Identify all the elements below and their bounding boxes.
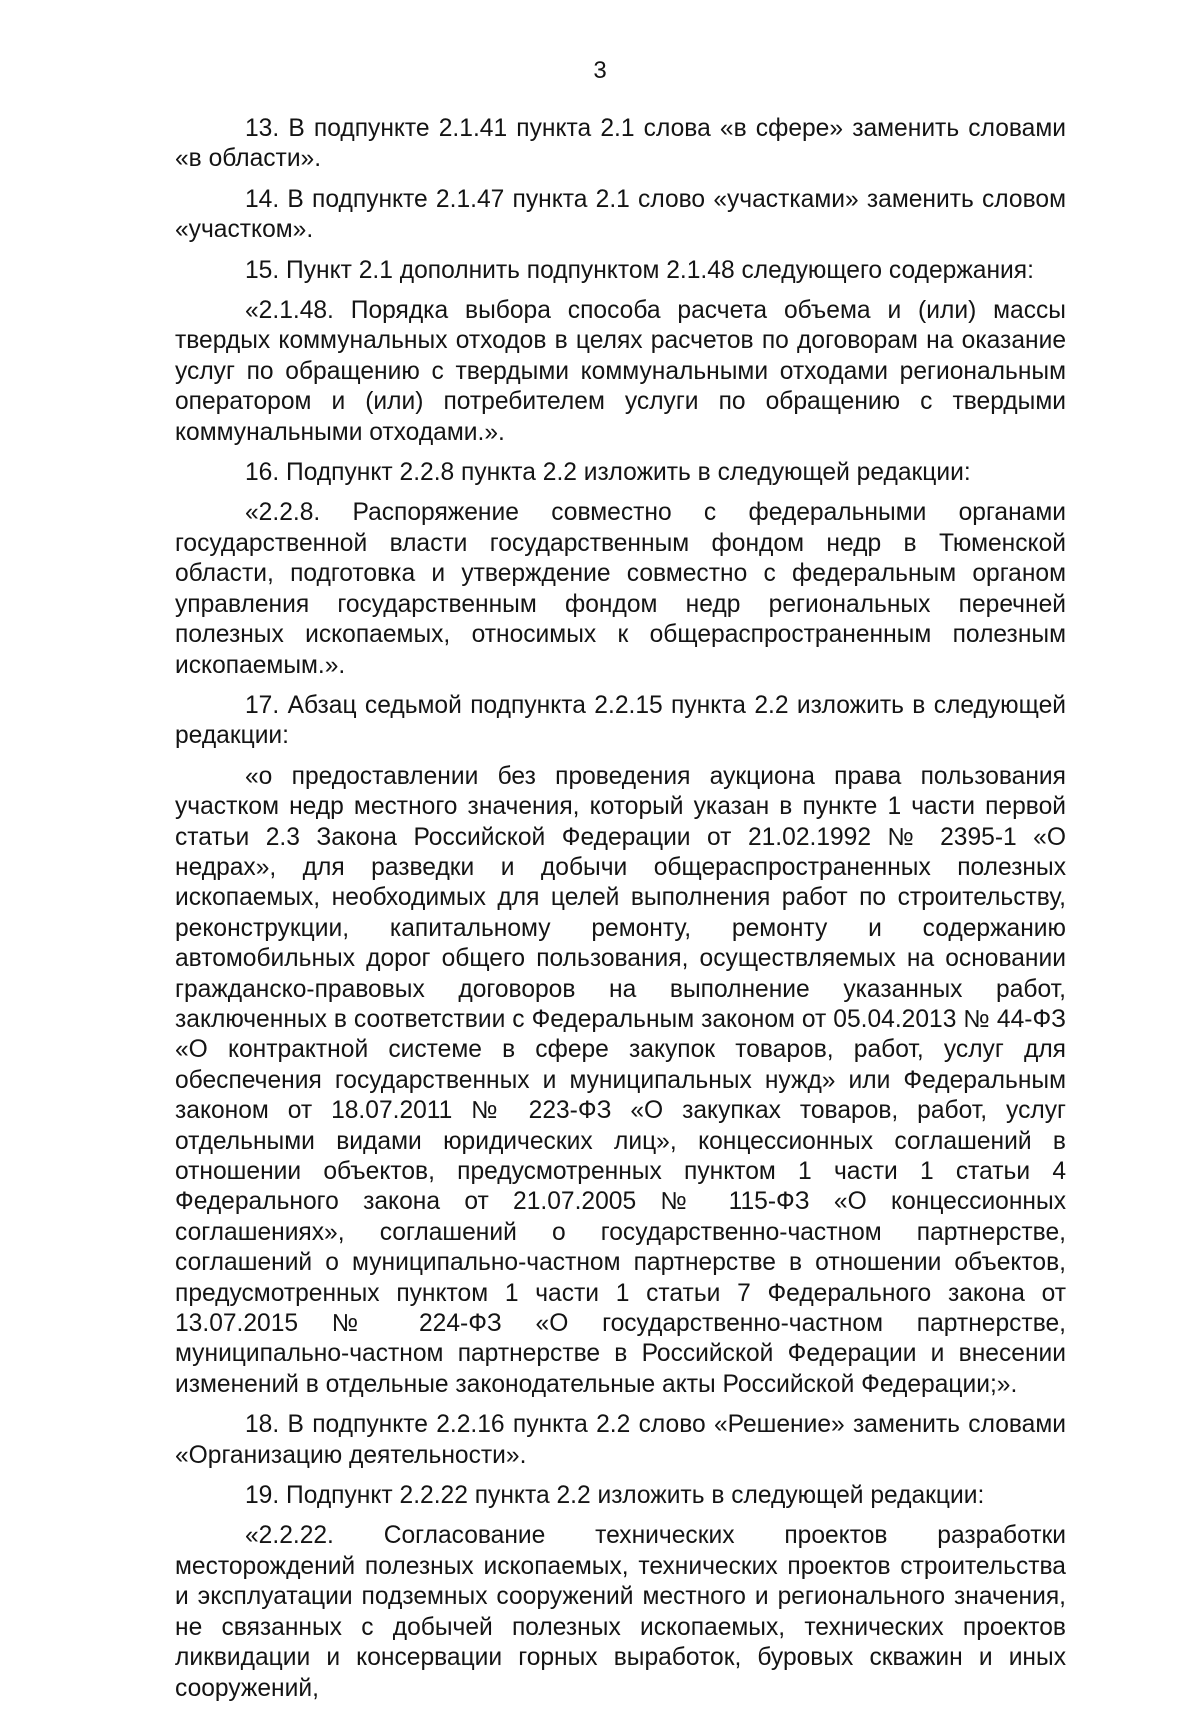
quoted-text-2-2-15: «о предоставлении без проведения аукциона права пользования участком недр местного значения, который указан в пункте 1 части первой статьи 2.3 Закона Российской Федерации от 21.02.1992 № 2395-1 «О недрах», для разведки и добычи общераспространенных полезных ископаемых, необходимых для целей выполнения работ по строительству, реконструкции, капитальному ремонту, ремонту и содержанию автомобильных дорог общего пользования, осуществляемых на основании гражданско-правовых договоров на выполнение указанных работ, заключенных в соответствии с Федеральным законом от 05.04.2013 № 44-ФЗ «О контрактной системе в сфере закупок товаров, работ, услуг для обеспечения государственных и муниципальных нужд» или Федеральным законом от 18.07.2011 № 223-ФЗ «О закупках товаров, работ, услуг отдельными видами юридических лиц», концессионных соглашений в отношении объектов, предусмотренных пунктом 1 части 1 статьи 4 Федерального закона от 21.07.2005 № 115-ФЗ «О концессионных соглашениях», соглашений о государственно-частном партнерстве, соглашений о муниципально-частном партнерстве в отношении объектов, предусмотренных пунктом 1 части 1 статьи 7 Федерального закона от 13.07.2015 № 224-ФЗ «О государственно-частном партнерстве, муниципально-частном партнерстве в Российской Федерации и внесении изменений в отдельные законодательные акты Российской Федерации;». bbox=[175, 762, 1066, 1398]
paragraph-18: 18. В подпункте 2.2.16 пункта 2.2 слово «Решение» заменить словами «Организацию деятельности». bbox=[175, 1411, 1066, 1469]
quoted-text-2-2-8: «2.2.8. Распоряжение совместно с федеральными органами государственной власти государственным фондом недр в Тюменской области, подготовка и утверждение совместно с федеральным органом управления государственным фондом недр региональных перечней полезных ископаемых, относимых к общераспространенным полезным ископаемым.». bbox=[175, 499, 1066, 679]
paragraph-15: 15. Пункт 2.1 дополнить подпунктом 2.1.48 следующего содержания: bbox=[245, 256, 1034, 284]
paragraph-19: 19. Подпункт 2.2.22 пункта 2.2 изложить в следующей редакции: bbox=[245, 1482, 985, 1510]
quoted-text-2-1-48: «2.1.48. Порядка выбора способа расчета объема и (или) массы твердых коммунальных отходов в целях расчетов по договорам на оказание услуг по обращению с твердыми коммунальными отходами региональным оператором и (или) потребителем услуги по обращению с твердыми коммунальными отходами.». bbox=[175, 297, 1066, 446]
paragraph-13: 13. В подпункте 2.1.41 пункта 2.1 слова «в сфере» заменить словами «в области». bbox=[175, 115, 1066, 173]
document-body bbox=[175, 114, 1066, 1714]
paragraph-17: 17. Абзац седьмой подпункта 2.2.15 пункта 2.2 изложить в следующей редакции: bbox=[175, 691, 1066, 750]
page-number: 3 bbox=[593, 57, 607, 84]
paragraph-14: 14. В подпункте 2.1.47 пункта 2.1 слово «участками» заменить словом «участком». bbox=[175, 185, 1066, 244]
paragraph-16: 16. Подпункт 2.2.8 пункта 2.2 изложить в следующей редакции: bbox=[245, 459, 971, 487]
quoted-text-2-2-22: «2.2.22. Согласование технических проектов разработки месторождений полезных ископаемых, технических проектов строительства и эксплуатации подземных сооружений местного и регионального значения, не связанных с добычей полезных ископаемых, технических проектов ликвидации и консервации горных выработок, буровых скважин и иных сооружений, bbox=[175, 1522, 1066, 1702]
